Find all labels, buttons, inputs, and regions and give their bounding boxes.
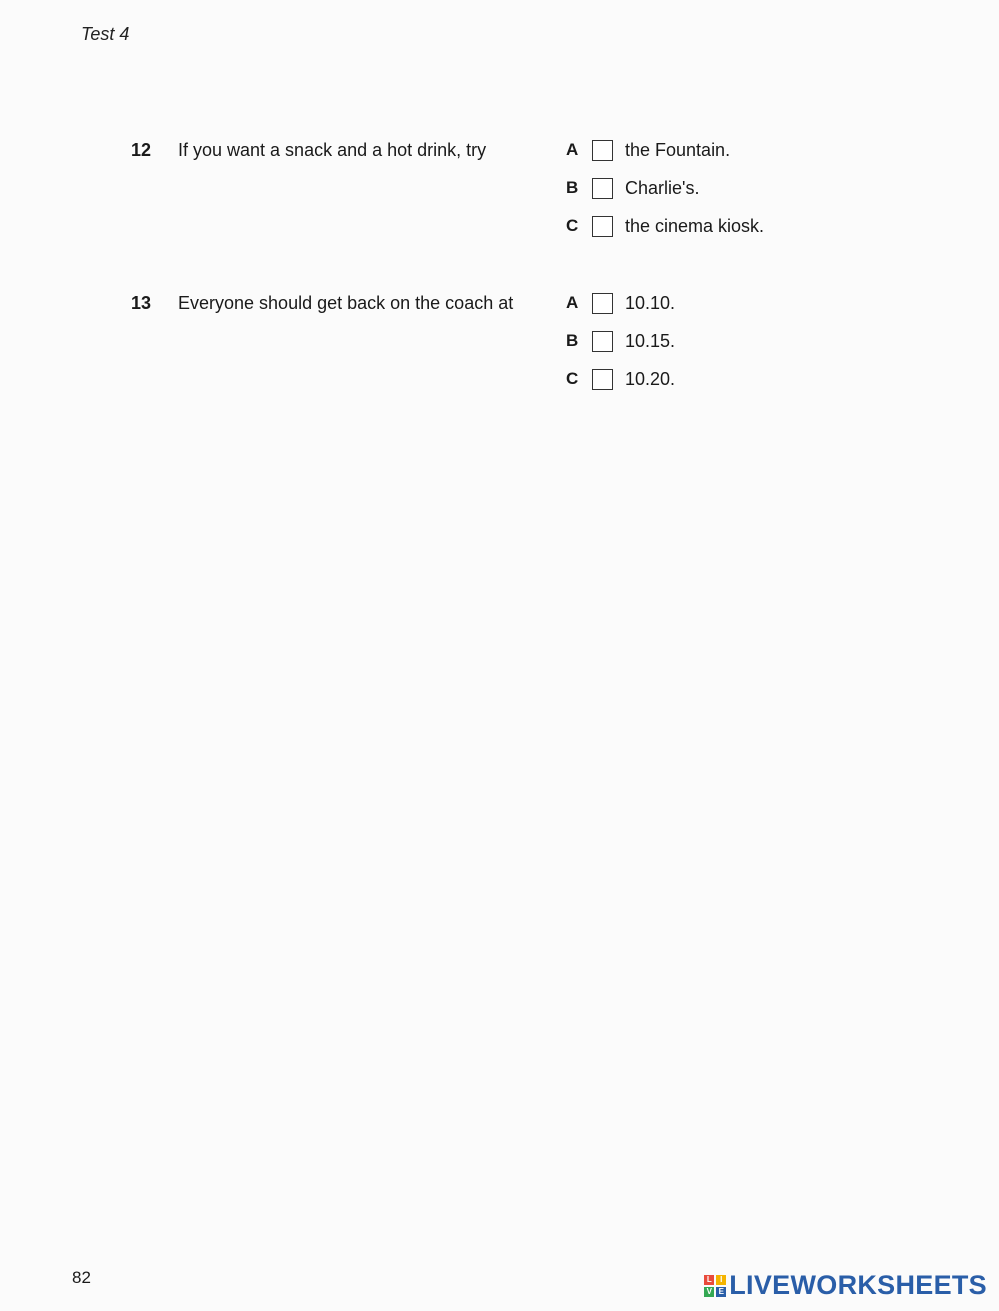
option-text: 10.20. [625,368,676,389]
option-text: Charlie's. [625,177,700,198]
option-b[interactable] [566,326,675,356]
logo-mark-tile: I [716,1275,726,1285]
answer-checkbox[interactable] [592,293,613,314]
option-letter: C [566,216,579,235]
option-letter: B [566,178,579,197]
question-stem: If you want a snack and a hot drink, try [178,140,487,160]
option-letter: B [566,331,579,350]
page-number: 82 [72,1268,91,1287]
answer-checkbox[interactable] [592,178,613,199]
option-c[interactable] [566,364,675,394]
page-header-label: Test 4 [81,24,130,44]
option-a[interactable] [566,135,730,165]
option-text: the Fountain. [625,139,731,160]
option-text: 10.15. [625,330,676,351]
logo-mark-tile: E [716,1287,726,1297]
option-text: 10.10. [625,292,676,313]
question-stem: Everyone should get back on the coach at [178,293,514,313]
option-b[interactable] [566,173,699,203]
answer-checkbox[interactable] [592,369,613,390]
option-letter: A [566,140,579,159]
question-number: 13 [131,293,152,313]
answer-checkbox[interactable] [592,140,613,161]
answer-checkbox[interactable] [592,331,613,352]
liveworksheets-logo [704,1270,987,1301]
logo-mark-tile: L [704,1275,714,1285]
answer-checkbox[interactable] [592,216,613,237]
option-a[interactable] [566,288,675,318]
option-letter: C [566,369,579,388]
logo-mark-tile: V [704,1287,714,1297]
logo-text: LIVEWORKSHEETS [729,1270,987,1300]
option-c[interactable] [566,211,764,241]
logo-mark-icon [704,1275,726,1297]
option-letter: A [566,293,579,312]
option-text: the cinema kiosk. [625,215,765,236]
question-number: 12 [131,140,152,160]
